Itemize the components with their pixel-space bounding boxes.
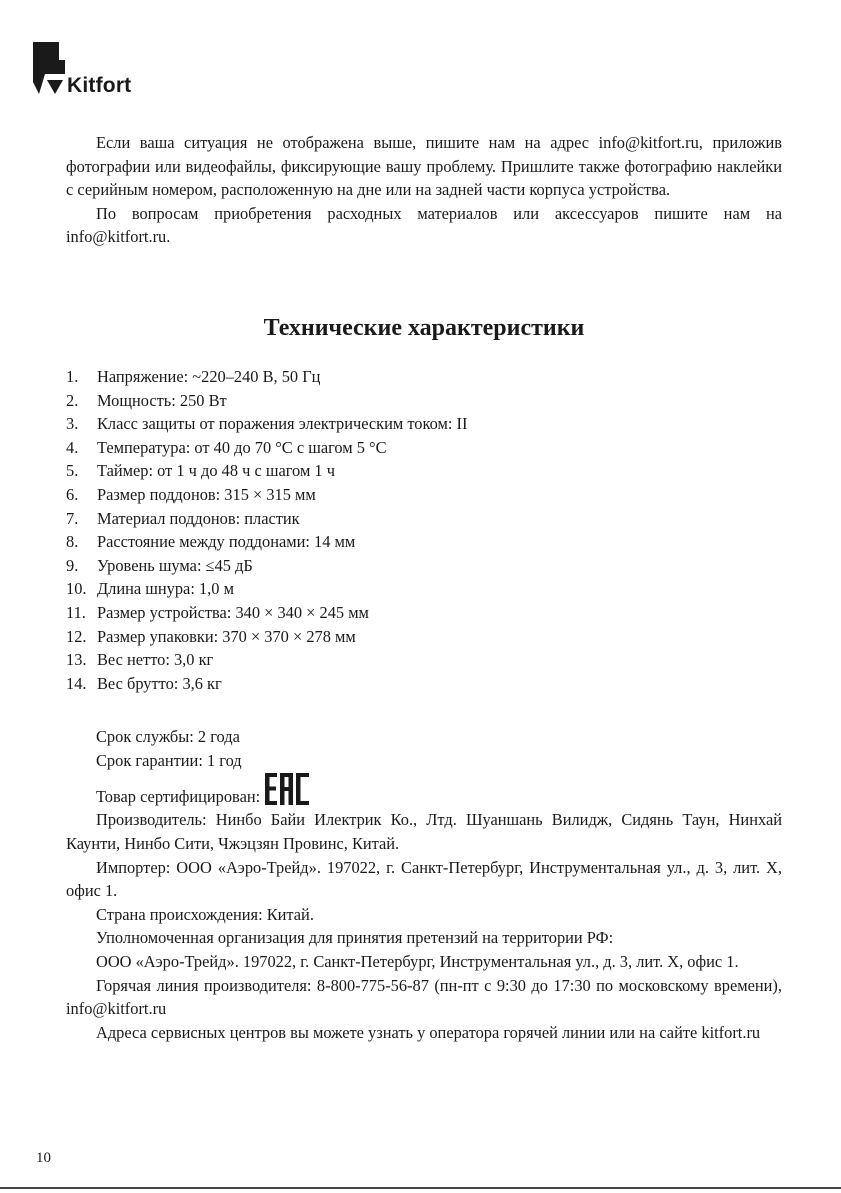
- spec-text: Таймер: от 1 ч до 48 ч с шагом 1 ч: [97, 461, 335, 481]
- spec-item: [66, 365, 782, 389]
- spec-number: 5.: [66, 461, 79, 481]
- country-of-origin: Страна происхождения: Китай.: [96, 904, 314, 924]
- spec-item: [66, 507, 782, 531]
- spec-text: Класс защиты от поражения электрическим током: II: [97, 414, 468, 434]
- spec-number: 7.: [66, 508, 79, 528]
- spec-list: [66, 365, 782, 695]
- spec-text: Размер устройства: 340 × 340 × 245 мм: [97, 602, 369, 622]
- page-number: 10: [36, 1150, 51, 1166]
- kitfort-logo-icon: [33, 42, 67, 98]
- spec-item: [66, 459, 782, 483]
- spec-number: 1.: [66, 366, 79, 386]
- spec-number: 3.: [66, 414, 79, 434]
- section-heading: Технические характеристики: [263, 314, 585, 341]
- spec-text: Температура: от 40 до 70 °С с шагом 5 °С: [97, 437, 387, 457]
- spec-number: 6.: [66, 484, 79, 504]
- importer: Импортер: ООО «Аэро-Трейд». 197022, г. Санкт-Петербург, Инструментальная ул., д. 3, лит. Х, офис 1.: [66, 857, 782, 901]
- spec-item: [66, 625, 782, 649]
- spec-number: 9.: [66, 555, 79, 575]
- spec-text: Уровень шума: ≤45 дБ: [97, 555, 253, 575]
- spec-number: 13.: [66, 650, 87, 670]
- certification-line: [66, 772, 782, 808]
- warranty: Срок гарантии: 1 год: [96, 750, 242, 770]
- spec-number: 4.: [66, 437, 79, 457]
- service-life: Срок службы: 2 года: [96, 727, 240, 747]
- spec-item: [66, 389, 782, 413]
- spec-item: [66, 648, 782, 672]
- spec-text: Размер поддонов: 315 × 315 мм: [97, 484, 316, 504]
- spec-number: 10.: [66, 579, 87, 599]
- hotline: Горячая линия производителя: 8-800-775-56-87 (пн-пт с 9:30 до 17:30 по московскому времени), info@kitfort.ru: [66, 975, 782, 1019]
- certified-label: Товар сертифицирован:: [96, 786, 261, 806]
- spec-text: Мощность: 250 Вт: [97, 390, 227, 410]
- bottom-rule: [0, 1187, 841, 1189]
- intro-paragraph-1: Если ваша ситуация не отображена выше, пишите нам на адрес info@kitfort.ru, приложив фотографии или видеофайлы, фиксирующие вашу проблему. Пришлите также фотографию наклейки с серийным номером, расположенную на дне или на задней части корпуса устройства.: [66, 133, 782, 200]
- spec-item: [66, 530, 782, 554]
- spec-number: 8.: [66, 532, 79, 552]
- spec-text: Размер упаковки: 370 × 370 × 278 мм: [97, 626, 356, 646]
- spec-text: Длина шнура: 1,0 м: [97, 579, 234, 599]
- spec-number: 14.: [66, 673, 87, 693]
- spacer: [66, 695, 782, 725]
- spec-item: [66, 436, 782, 460]
- spec-number: 2.: [66, 390, 79, 410]
- spec-text: Материал поддонов: пластик: [97, 508, 300, 528]
- spec-item: [66, 483, 782, 507]
- spec-text: Расстояние между поддонами: 14 мм: [97, 532, 356, 552]
- service-centers: Адреса сервисных центров вы можете узнать у оператора горячей линии или на сайте kitfort.ru: [96, 1022, 761, 1042]
- spec-item: [66, 577, 782, 601]
- kitfort-logo: [33, 42, 153, 100]
- authorized-organization-address: ООО «Аэро-Трейд». 197022, г. Санкт-Петербург, Инструментальная ул., д. 3, лит. Х, офис 1.: [96, 952, 739, 972]
- spec-number: 12.: [66, 626, 87, 646]
- authorized-organization: Уполномоченная организация для принятия претензий на территории РФ:: [96, 928, 614, 948]
- spec-item: [66, 554, 782, 578]
- spec-text: Вес нетто: 3,0 кг: [97, 650, 214, 670]
- spec-item: [66, 601, 782, 625]
- spec-number: 11.: [66, 602, 86, 622]
- spec-text: Вес брутто: 3,6 кг: [97, 673, 222, 693]
- page-content: [66, 131, 782, 1044]
- spec-text: Напряжение: ~220–240 В, 50 Гц: [97, 366, 321, 386]
- spec-item: [66, 412, 782, 436]
- spec-item: [66, 672, 782, 696]
- intro-paragraph-2: По вопросам приобретения расходных материалов или аксессуаров пишите нам на info@kitfort.ru.: [66, 203, 782, 247]
- manufacturer: Производитель: Нинбо Байи Илектрик Ко., Лтд. Шуаншань Вилидж, Сидянь Таун, Нинхай Каунти, Нинбо Сити, Чжэцзян Провинс, Китай.: [66, 810, 782, 854]
- brand-name: Kitfort: [67, 74, 132, 97]
- eac-mark-icon: [264, 772, 310, 806]
